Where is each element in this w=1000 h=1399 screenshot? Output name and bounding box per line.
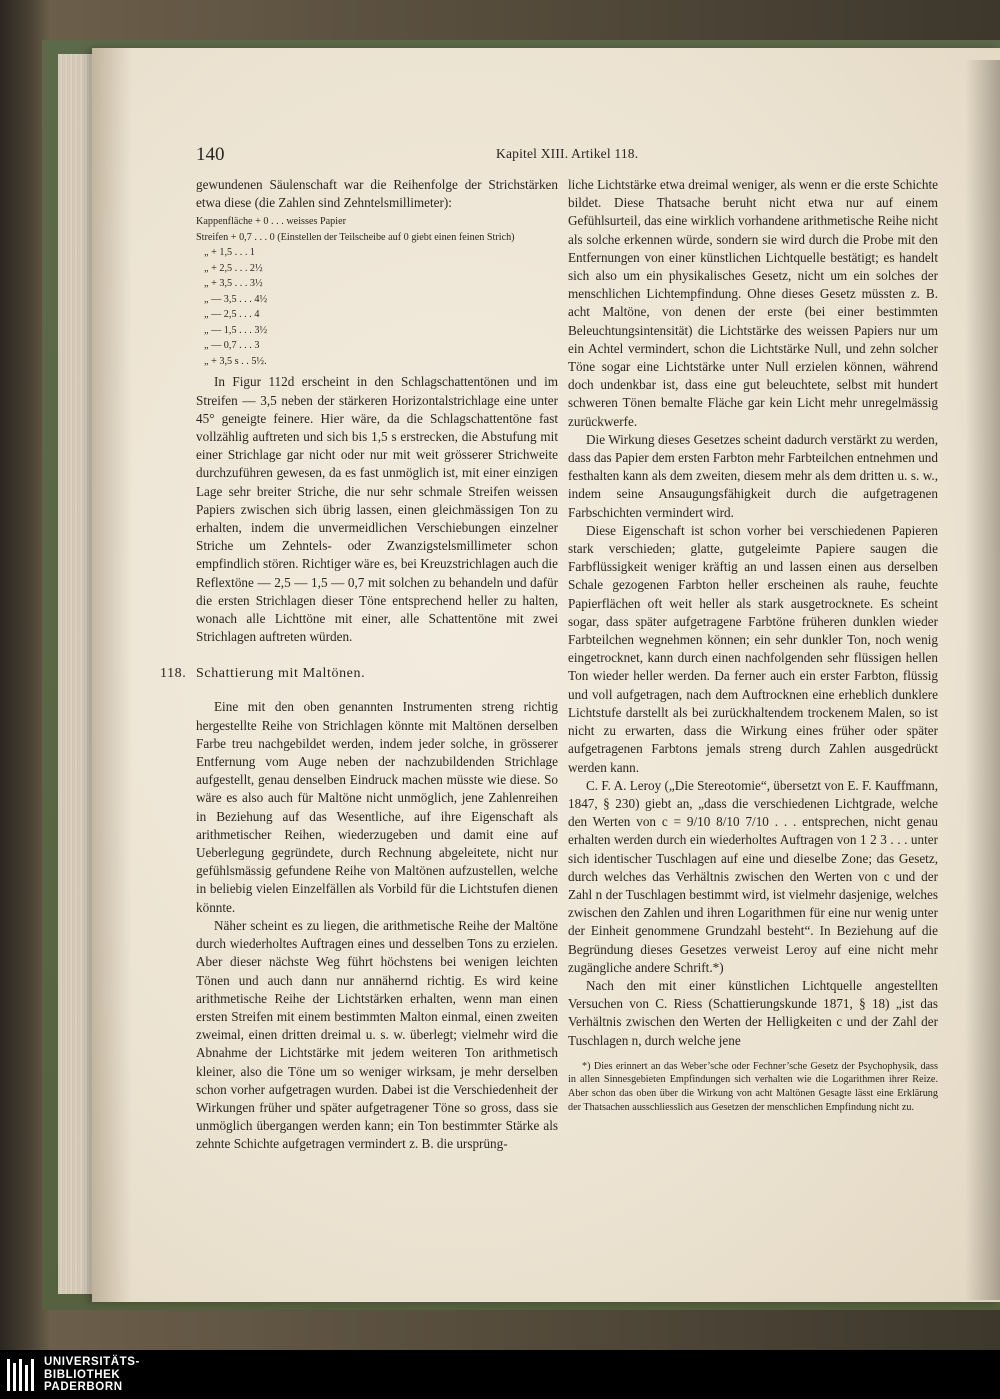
body-paragraph: Nach den mit einer künstlichen Lichtquelle angestellten Versuchen von C. Riess (Schattierungskunde 1871, § 18) „ist das Verhältnis zwischen den Werten der Helligkeiten c und der Zahl der Tuschlagen n, durch welche jene	[568, 977, 938, 1048]
library-name: UNIVERSITÄTS- BIBLIOTHEK PADERBORN	[44, 1356, 140, 1393]
body-paragraph: Näher scheint es zu liegen, die arithmetische Reihe der Maltöne durch wiederholtes Auftragen eines und desselben Tons zu erzielen. Aber dieser nächste Weg führt höchstens bei wenigen leichten Tönen und auch dann nur annähernd richtig. Es wird keine arithmetische Reihe der Lichtstärken erhalten, wenn man einen ersten Streifen mit einem bestimmten Malton einmal, einen zweiten zweimal, einen dritten dreimal u. s. w. überlegt; vielmehr wird die Abnahme der Lichtstärke mit jedem weiteren Ton arithmetisch kleiner, also die Töne um so weniger wirksam, je mehr derselben schon vorher aufgetragen wurden. Dabei ist die Verschiedenheit der Wirkungen früher und später aufgetragener Töne so gross, dass sie unmöglich übergangen werden kann; ein Ton bestimmter Stärke als zehnte Schichte aufgetragen vermindert z. B. die ursprüng-	[196, 917, 558, 1152]
left-column	[160, 176, 558, 1154]
table-row: „ — 1,5 . . . 3½	[204, 324, 268, 336]
table-row: „ + 1,5 . . . 1	[204, 247, 256, 259]
table-row: Kappenfläche + 0 . . . weisses Papier	[196, 216, 347, 228]
table-row: „ + 3,5 s . . 5½.	[204, 355, 267, 367]
body-paragraph: Die Wirkung dieses Gesetzes scheint dadurch verstärkt zu werden, dass das Papier dem ersten Farbton mehr Farbteilchen entnehmen und festhalten kann als dem zweiten, diesem mehr als dem dritten u. s. w., indem seine Ansaugungsfähigkeit durch die aufgetragenen Farbschichten vermindert wird.	[568, 431, 938, 520]
section-title: Schattierung mit Maltönen.	[196, 666, 366, 682]
table-row: „ + 3,5 . . . 3½	[204, 278, 263, 290]
table-row: „ — 0,7 . . . 3	[204, 340, 260, 352]
body-paragraph: C. F. A. Leroy („Die Stereotomie“, übersetzt von E. F. Kauffmann, 1847, § 230) giebt an, „dass die verschiedenen Lichtgrade, welche den Werten von c = 9/10 8/10 7/10 . . . entsprechen, nicht genau erhalten werden durch ein wiederholtes Auftragen von 1 2 3 . . . unter sich identischer Tuschlagen auf eine und dieselbe Zone; das Gesetz, durch welches das Verhältnis zwischen den Werten von c und der Zahl n der Tuschlagen bestimmt wird, ist vielmehr dasjenige, welches zwischen den Zahlen und ihren Logarithmen für eine nur wenig unter der Einheit genommene Grundzahl besteht“. In Beziehung auf die Begründung dieses Gesetzes verweist Leroy auf eine nicht mehr zugängliche andere Schrift.*)	[568, 777, 938, 975]
body-paragraph: Diese Eigenschaft ist schon vorher bei verschiedenen Papieren stark verschieden; glatte, gutgeleimte Papiere saugen die Farbflüssigkeit weniger kräftig an und lassen einen aus derselben Schale gezogenen Farbton heller erscheinen als rauhe, feuchte Papierflächen oft weit heller als stark ausgetrocknete. Es scheint sogar, dass später aufgetragene Farbtöne früheren dunklen wieder Farbteilchen wegnehmen können; ein sehr dunkler Ton, noch wenig eingetrocknet, kann durch einen nachfolgenden sehr flüssigen hellen Ton wieder heller werden. Da ferner auch ein erster Farbton, flüssig und voll aufgetragen, nach dem Auftrocknen eine erheblich dunklere Lichtstufe darstellt als bei zurückhaltendem trockenem Malen, so ist nicht zu erwarten, dass die Wirkung eines früher oder später aufgetragenen Farbtons jemals streng durch Zahlen ausgedrückt werden kann.	[568, 522, 938, 775]
library-logo-icon	[6, 1357, 36, 1393]
right-column	[568, 176, 938, 1114]
footnote	[568, 1060, 938, 1114]
page-header	[196, 144, 936, 170]
body-paragraph: Eine mit den oben genannten Instrumenten streng richtig hergestellte Reihe von Strichlagen könnte mit Maltönen derselben Farbe treu nachgebildet werden, indem jeder solche, in grösserer Entfernung vom Auge neben der nachzubildenden Strichlage aufgestellt, genau denselben Eindruck machen müsste wie diese. So wäre es also auch für Maltöne nicht unmöglich, jene Zahlenreihen in Beziehung auf das Wesentliche, auf ihre Eigenschaft als arithmetischer Reihen, wiederzugeben und damit eine auf Ueberlegung gegründete, durch Rechnung abgeleitete, nicht nur gefühlsmässig gefundene Reihe von Maltönen aufzustellen, welche in beliebig vielen Einzelfällen als Vorbild für die Lichtstufen dienen könnte.	[196, 699, 558, 915]
intro-paragraph: gewundenen Säulenschaft war die Reihenfolge der Strichstärken etwa diese (die Zahlen sind Zehntelsmillimeter):	[196, 177, 558, 211]
table-row: „ — 2,5 . . . 4	[204, 309, 260, 321]
gutter-shadow	[92, 48, 132, 1302]
body-paragraph: In Figur 112d erscheint in den Schlagschattentönen und im Streifen — 3,5 neben der stärkeren Horizontalstrichlage eine unter 45° geneigte feinere. Hier wäre, da die Schlagschattentöne fast vollzählig auftreten und sich bis 1,5 s erstrecken, die Abstufung mit einer Strichlage gar nicht oder nur mit weit grösserer Strichweite durchzuführen gewesen, da es fast unmöglich ist, mit einer einzigen Lage sehr breiter Striche, die nur sehr schmale Streifen weissen Papiers zwischen sich übrig lassen, einen gleichmässigen Ton zu erhalten, indem die unvermeidlichen Verschiebungen einzelner Striche um Zehntels- oder Zwanzigstelsmillimeter schon empfindlich stören. Richtiger wäre es, bei Kreuzstrichlagen auch die Reflextöne — 2,5 — 1,5 — 0,7 mit solchen zu behandeln und dafür die ersten Strichlagen dieser Töne entsprechend heller zu halten, wonach alle Lichttöne mit einer, alle Schattentöne mit zwei Strichlagen auftreten würden.	[196, 374, 558, 645]
library-logo-bar	[0, 1350, 1000, 1399]
footnote-text: *) Dies erinnert an das Weber’sche oder Fechner’sche Gesetz der Psychophysik, dass in allen Sinnesgebieten Empfindungen sich verhalten wie die Logarithmen ihrer Reize. Aber schon das oben über die Wirkung von acht Maltönen Gesagte lässt eine Erklärung der Thatsachen ausschliesslich aus Gesetzen der menschlichen Empfindung nicht zu.	[568, 1060, 938, 1113]
page-number: 140	[196, 144, 225, 165]
table-row: „ + 2,5 . . . 2½	[204, 262, 263, 274]
table-row: „ — 3,5 . . . 4½	[204, 293, 268, 305]
section-number: 118.	[160, 666, 187, 682]
stroke-table	[196, 214, 558, 369]
table-row: Streifen + 0,7 . . . 0 (Einstellen der Teilscheibe auf 0 giebt einen feinen Strich)	[196, 231, 515, 243]
right-page-edge	[965, 60, 1000, 1300]
body-paragraph: liche Lichtstärke etwa dreimal weniger, als wenn er die erste Schichte bildet. Diese Thatsache beruht nicht etwa nur auf einem Gefühlsurteil, das eine wirklich vorhandene arithmetische Reihe nicht als solche erkennen würde, sondern sie wird durch die Probe mit den Entfernungen von einer künstlichen Lichtquelle bestätigt; es handelt sich also um ein physikalisches Gesetz, nicht um ein solches der menschlichen Lichtempfindung. Ohne dieses Gesetz müssten z. B. acht Maltöne, von denen der erste (bei einer bestimmten Beleuchtungsintensität) die Lichtstärke des weissen Papiers nur um ein Achtel vermindert, schon die Lichtstärke Null, und zehn solcher Töne sogar eine Lichtstärke unter Null erzielen können, während doch undenkbar ist, dass eine gut beleuchtete, selbst mit hundert schweren Tönen bemalte Fläche gar kein Licht mehr unregelmässig zurückwerfe.	[568, 177, 938, 429]
section-heading	[160, 664, 558, 684]
running-head: Kapitel XIII. Artikel 118.	[496, 146, 639, 161]
